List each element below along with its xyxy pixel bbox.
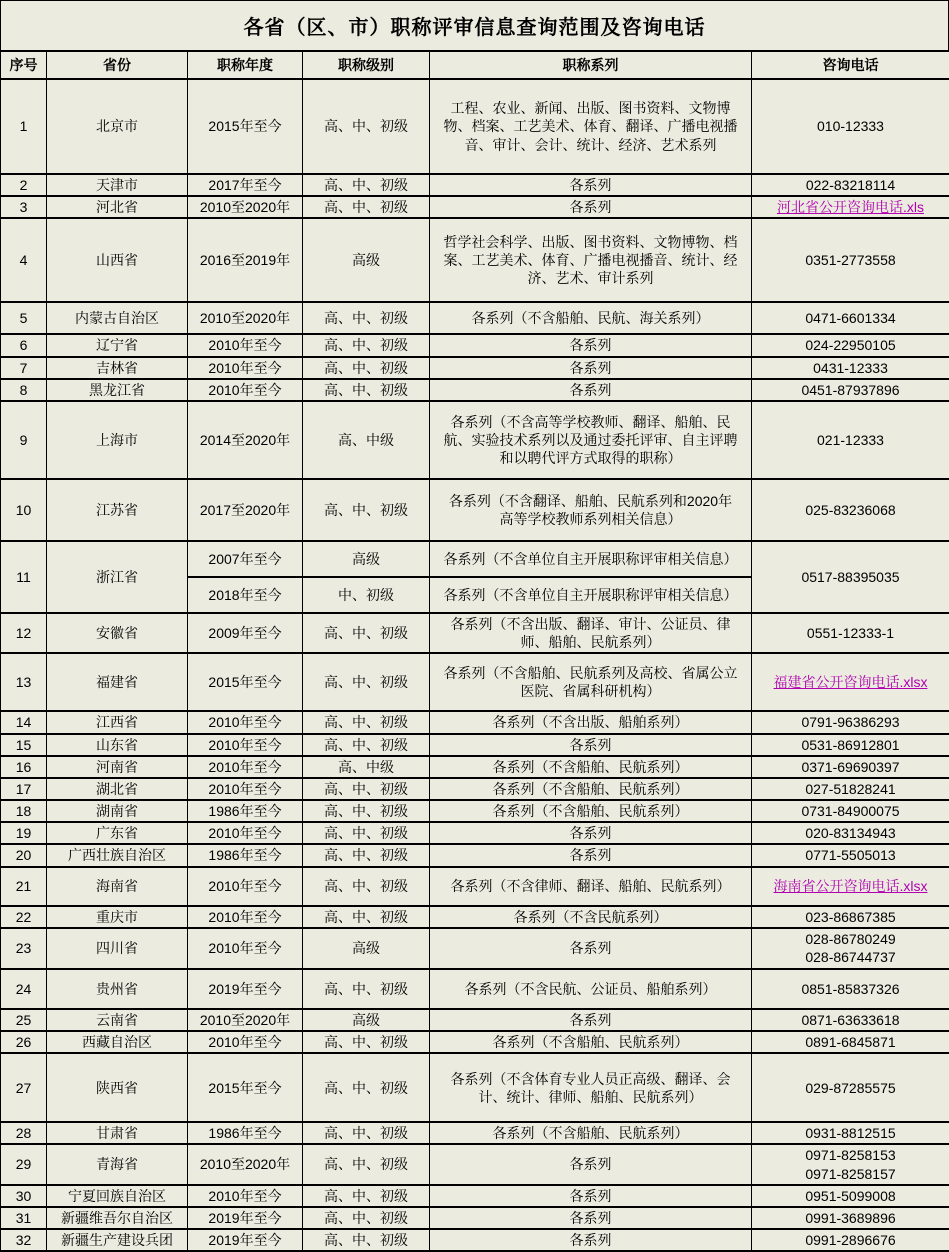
cell-phone: 023-86867385 — [752, 906, 949, 928]
provinces-table — [0, 50, 949, 1252]
cell-province: 云南省 — [47, 1009, 188, 1031]
cell-serial: 6 — [1, 334, 47, 356]
cell-level: 高级 — [303, 928, 430, 969]
table-row — [1, 379, 949, 401]
cell-level: 高、中级 — [303, 756, 430, 778]
cell-year: 2015年至今 — [188, 79, 303, 174]
cell-series: 各系列 — [430, 734, 752, 756]
cell-serial: 9 — [1, 401, 47, 479]
phone-file-link[interactable]: 河北省公开咨询电话.xls — [777, 199, 924, 215]
cell-level: 高级 — [303, 541, 430, 577]
cell-level: 高、中、初级 — [303, 196, 430, 218]
cell-phone: 020-83134943 — [752, 822, 949, 844]
cell-series: 各系列 — [430, 928, 752, 969]
cell-level: 高级 — [303, 218, 430, 302]
table-row — [1, 756, 949, 778]
cell-year: 2010年至今 — [188, 1031, 303, 1053]
cell-year: 2016至2019年 — [188, 218, 303, 302]
cell-year: 2010年至今 — [188, 379, 303, 401]
cell-year: 1986年至今 — [188, 800, 303, 822]
cell-phone: 022-83218114 — [752, 174, 949, 196]
cell-series: 各系列（不含船舶、民航系列） — [430, 778, 752, 800]
cell-series: 各系列（不含船舶、民航系列） — [430, 800, 752, 822]
cell-province: 广西壮族自治区 — [47, 844, 188, 866]
cell-series: 各系列（不含高等学校教师、翻译、船舶、民航、实验技术系列以及通过委托评审、自主评聘和以聘代评方式取得的职称） — [430, 401, 752, 479]
cell-level: 高、中、初级 — [303, 1053, 430, 1122]
cell-phone — [752, 196, 949, 218]
cell-level: 高、中、初级 — [303, 1122, 430, 1144]
cell-serial: 1 — [1, 79, 47, 174]
cell-serial: 10 — [1, 479, 47, 541]
cell-series: 各系列（不含体育专业人员正高级、翻译、会计、统计、律师、船舶、民航系列） — [430, 1053, 752, 1122]
cell-serial: 24 — [1, 969, 47, 1009]
cell-province: 江西省 — [47, 711, 188, 733]
cell-series: 各系列 — [430, 334, 752, 356]
cell-level: 高、中、初级 — [303, 711, 430, 733]
cell-serial: 28 — [1, 1122, 47, 1144]
cell-level: 高、中、初级 — [303, 174, 430, 196]
cell-phone: 0791-96386293 — [752, 711, 949, 733]
cell-phone: 0771-5505013 — [752, 844, 949, 866]
cell-year: 2019年至今 — [188, 969, 303, 1009]
cell-province: 上海市 — [47, 401, 188, 479]
cell-series: 各系列 — [430, 379, 752, 401]
cell-serial: 14 — [1, 711, 47, 733]
cell-phone: 0351-2773558 — [752, 218, 949, 302]
table-row — [1, 218, 949, 302]
col-header-level: 职称级别 — [303, 51, 430, 79]
cell-series: 各系列（不含民航系列） — [430, 906, 752, 928]
table-row — [1, 1031, 949, 1053]
cell-serial: 31 — [1, 1207, 47, 1229]
cell-level: 高、中、初级 — [303, 969, 430, 1009]
cell-series: 各系列（不含船舶、民航系列） — [430, 1031, 752, 1053]
cell-serial: 16 — [1, 756, 47, 778]
cell-year: 1986年至今 — [188, 1122, 303, 1144]
table-row — [1, 969, 949, 1009]
cell-year: 2014至2020年 — [188, 401, 303, 479]
cell-level: 高、中、初级 — [303, 844, 430, 866]
cell-province: 湖南省 — [47, 800, 188, 822]
cell-year: 2010年至今 — [188, 906, 303, 928]
table-row — [1, 357, 949, 379]
cell-phone: 0891-6845871 — [752, 1031, 949, 1053]
cell-phone: 027-51828241 — [752, 778, 949, 800]
cell-province: 陕西省 — [47, 1053, 188, 1122]
table-row — [1, 928, 949, 969]
cell-serial: 19 — [1, 822, 47, 844]
cell-series: 各系列 — [430, 822, 752, 844]
cell-year: 2017至2020年 — [188, 479, 303, 541]
cell-province: 四川省 — [47, 928, 188, 969]
cell-phone: 024-22950105 — [752, 334, 949, 356]
table-row — [1, 711, 949, 733]
cell-series: 各系列 — [430, 196, 752, 218]
phone-file-link[interactable]: 福建省公开咨询电话.xlsx — [774, 674, 928, 690]
cell-series: 各系列（不含船舶、民航系列） — [430, 1122, 752, 1144]
table-row — [1, 800, 949, 822]
cell-phone: 0851-85837326 — [752, 969, 949, 1009]
cell-province: 河北省 — [47, 196, 188, 218]
cell-province: 江苏省 — [47, 479, 188, 541]
cell-year: 2010至2020年 — [188, 1009, 303, 1031]
cell-province: 湖北省 — [47, 778, 188, 800]
cell-level: 高、中、初级 — [303, 613, 430, 653]
cell-serial: 5 — [1, 302, 47, 334]
page-title: 各省（区、市）职称评审信息查询范围及咨询电话 — [0, 0, 949, 50]
col-header-phone: 咨询电话 — [752, 51, 949, 79]
cell-phone: 0551-12333-1 — [752, 613, 949, 653]
cell-serial: 18 — [1, 800, 47, 822]
cell-phone: 029-87285575 — [752, 1053, 949, 1122]
phone-line: 028-86744737 — [758, 948, 943, 966]
cell-year: 2009年至今 — [188, 613, 303, 653]
cell-phone: 0531-86912801 — [752, 734, 949, 756]
cell-series: 各系列（不含单位自主开展职称评审相关信息） — [430, 541, 752, 577]
cell-phone — [752, 928, 949, 969]
cell-year: 2010至2020年 — [188, 1144, 303, 1184]
table-row — [1, 1185, 949, 1207]
cell-level: 高、中、初级 — [303, 1207, 430, 1229]
table-row — [1, 653, 949, 711]
cell-phone: 0931-8812515 — [752, 1122, 949, 1144]
cell-serial: 29 — [1, 1144, 47, 1184]
cell-province: 浙江省 — [47, 541, 188, 613]
cell-level: 高、中、初级 — [303, 79, 430, 174]
cell-series: 各系列 — [430, 1185, 752, 1207]
cell-series: 各系列（不含律师、翻译、船舶、民航系列） — [430, 867, 752, 906]
table-row — [1, 1207, 949, 1229]
cell-year: 2010至2020年 — [188, 302, 303, 334]
table-row — [1, 334, 949, 356]
cell-year: 2010年至今 — [188, 734, 303, 756]
cell-level: 高、中、初级 — [303, 357, 430, 379]
cell-province: 广东省 — [47, 822, 188, 844]
cell-level: 高、中、初级 — [303, 800, 430, 822]
table-row — [1, 867, 949, 906]
table-row — [1, 1009, 949, 1031]
cell-year: 2010年至今 — [188, 711, 303, 733]
table-row — [1, 479, 949, 541]
table-row — [1, 1229, 949, 1251]
table-row — [1, 302, 949, 334]
cell-serial: 25 — [1, 1009, 47, 1031]
cell-serial: 11 — [1, 541, 47, 613]
cell-province: 吉林省 — [47, 357, 188, 379]
cell-year: 2010年至今 — [188, 1185, 303, 1207]
cell-province: 贵州省 — [47, 969, 188, 1009]
cell-phone — [752, 653, 949, 711]
cell-level: 高、中、初级 — [303, 1031, 430, 1053]
cell-serial: 17 — [1, 778, 47, 800]
cell-year: 2010年至今 — [188, 357, 303, 379]
table-row — [1, 613, 949, 653]
cell-year: 2018年至今 — [188, 577, 303, 613]
table-body — [1, 79, 949, 1251]
cell-level: 高、中、初级 — [303, 734, 430, 756]
header-row — [1, 51, 949, 79]
cell-level: 高、中、初级 — [303, 334, 430, 356]
cell-series: 各系列 — [430, 1144, 752, 1184]
cell-series: 各系列（不含出版、翻译、审计、公证员、律师、船舶、民航系列） — [430, 613, 752, 653]
cell-phone: 0371-69690397 — [752, 756, 949, 778]
cell-level: 高、中、初级 — [303, 1185, 430, 1207]
cell-serial: 27 — [1, 1053, 47, 1122]
cell-province: 新疆维吾尔自治区 — [47, 1207, 188, 1229]
table-row — [1, 734, 949, 756]
cell-province: 黑龙江省 — [47, 379, 188, 401]
col-header-year: 职称年度 — [188, 51, 303, 79]
cell-serial: 23 — [1, 928, 47, 969]
table-row — [1, 1144, 949, 1184]
cell-phone — [752, 1144, 949, 1184]
cell-series: 各系列（不含出版、船舶系列） — [430, 711, 752, 733]
cell-level: 中、初级 — [303, 577, 430, 613]
cell-province: 福建省 — [47, 653, 188, 711]
cell-serial: 8 — [1, 379, 47, 401]
col-header-series: 职称系列 — [430, 51, 752, 79]
cell-province: 山东省 — [47, 734, 188, 756]
cell-province: 辽宁省 — [47, 334, 188, 356]
cell-series: 各系列（不含民航、公证员、船舶系列） — [430, 969, 752, 1009]
cell-year: 2010年至今 — [188, 334, 303, 356]
cell-level: 高、中、初级 — [303, 1144, 430, 1184]
cell-series: 各系列 — [430, 357, 752, 379]
table-row — [1, 174, 949, 196]
table-row — [1, 196, 949, 218]
cell-series: 各系列 — [430, 1009, 752, 1031]
cell-year: 2019年至今 — [188, 1229, 303, 1251]
cell-phone: 0871-63633618 — [752, 1009, 949, 1031]
cell-phone: 0471-6601334 — [752, 302, 949, 334]
cell-province: 内蒙古自治区 — [47, 302, 188, 334]
cell-series: 各系列 — [430, 174, 752, 196]
cell-year: 2010年至今 — [188, 867, 303, 906]
cell-series: 各系列（不含船舶、民航系列及高校、省属公立医院、省属科研机构） — [430, 653, 752, 711]
cell-year: 2010年至今 — [188, 928, 303, 969]
cell-serial: 20 — [1, 844, 47, 866]
col-header-province: 省份 — [47, 51, 188, 79]
cell-phone — [752, 867, 949, 906]
cell-level: 高级 — [303, 1009, 430, 1031]
cell-serial: 15 — [1, 734, 47, 756]
cell-phone: 0451-87937896 — [752, 379, 949, 401]
cell-year: 2015年至今 — [188, 1053, 303, 1122]
cell-series: 各系列 — [430, 844, 752, 866]
cell-year: 2007年至今 — [188, 541, 303, 577]
phone-line: 028-86780249 — [758, 930, 943, 948]
table-row — [1, 1053, 949, 1122]
cell-year: 2015年至今 — [188, 653, 303, 711]
cell-level: 高、中、初级 — [303, 778, 430, 800]
cell-level: 高、中、初级 — [303, 906, 430, 928]
cell-province: 海南省 — [47, 867, 188, 906]
cell-level: 高、中、初级 — [303, 479, 430, 541]
table-row — [1, 541, 949, 577]
cell-year: 1986年至今 — [188, 844, 303, 866]
cell-serial: 4 — [1, 218, 47, 302]
table-row — [1, 79, 949, 174]
cell-level: 高、中、初级 — [303, 653, 430, 711]
cell-serial: 13 — [1, 653, 47, 711]
cell-phone: 0517-88395035 — [752, 541, 949, 613]
table-row — [1, 1122, 949, 1144]
cell-province: 青海省 — [47, 1144, 188, 1184]
phone-file-link[interactable]: 海南省公开咨询电话.xlsx — [774, 878, 928, 894]
cell-series: 哲学社会科学、出版、图书资料、文物博物、档案、工艺美术、体育、广播电视播音、统计、经济、艺术、审计系列 — [430, 218, 752, 302]
cell-series: 工程、农业、新闻、出版、图书资料、文物博物、档案、工艺美术、体育、翻译、广播电视播音、审计、会计、统计、经济、艺术系列 — [430, 79, 752, 174]
cell-serial: 26 — [1, 1031, 47, 1053]
cell-year: 2010年至今 — [188, 756, 303, 778]
cell-phone: 0731-84900075 — [752, 800, 949, 822]
cell-serial: 30 — [1, 1185, 47, 1207]
cell-level: 高、中、初级 — [303, 867, 430, 906]
cell-phone: 0431-12333 — [752, 357, 949, 379]
cell-province: 安徽省 — [47, 613, 188, 653]
cell-province: 宁夏回族自治区 — [47, 1185, 188, 1207]
cell-series: 各系列 — [430, 1229, 752, 1251]
cell-phone: 0991-2896676 — [752, 1229, 949, 1251]
cell-year: 2010年至今 — [188, 778, 303, 800]
phone-line: 0971-8258153 — [758, 1146, 943, 1164]
table-row — [1, 822, 949, 844]
cell-phone: 021-12333 — [752, 401, 949, 479]
cell-phone: 0991-3689896 — [752, 1207, 949, 1229]
cell-province: 北京市 — [47, 79, 188, 174]
cell-province: 新疆生产建设兵团 — [47, 1229, 188, 1251]
cell-series: 各系列（不含翻译、船舶、民航系列和2020年高等学校教师系列相关信息） — [430, 479, 752, 541]
cell-serial: 22 — [1, 906, 47, 928]
cell-province: 河南省 — [47, 756, 188, 778]
cell-province: 甘肃省 — [47, 1122, 188, 1144]
table-row — [1, 906, 949, 928]
cell-province: 山西省 — [47, 218, 188, 302]
col-header-serial: 序号 — [1, 51, 47, 79]
cell-year: 2017年至今 — [188, 174, 303, 196]
table-row — [1, 844, 949, 866]
cell-level: 高、中、初级 — [303, 1229, 430, 1251]
cell-level: 高、中级 — [303, 401, 430, 479]
cell-phone: 0951-5099008 — [752, 1185, 949, 1207]
cell-phone: 010-12333 — [752, 79, 949, 174]
table-row — [1, 778, 949, 800]
table-row — [1, 401, 949, 479]
cell-series: 各系列（不含船舶、民航系列） — [430, 756, 752, 778]
cell-year: 2010年至今 — [188, 822, 303, 844]
phone-line: 0971-8258157 — [758, 1165, 943, 1183]
cell-serial: 32 — [1, 1229, 47, 1251]
cell-serial: 2 — [1, 174, 47, 196]
cell-province: 天津市 — [47, 174, 188, 196]
cell-serial: 12 — [1, 613, 47, 653]
cell-serial: 7 — [1, 357, 47, 379]
cell-phone: 025-83236068 — [752, 479, 949, 541]
cell-serial: 21 — [1, 867, 47, 906]
cell-level: 高、中、初级 — [303, 822, 430, 844]
cell-series: 各系列（不含单位自主开展职称评审相关信息） — [430, 577, 752, 613]
cell-year: 2019年至今 — [188, 1207, 303, 1229]
cell-province: 重庆市 — [47, 906, 188, 928]
cell-series: 各系列 — [430, 1207, 752, 1229]
cell-level: 高、中、初级 — [303, 302, 430, 334]
cell-series: 各系列（不含船舶、民航、海关系列） — [430, 302, 752, 334]
cell-level: 高、中、初级 — [303, 379, 430, 401]
cell-year: 2010至2020年 — [188, 196, 303, 218]
cell-province: 西藏自治区 — [47, 1031, 188, 1053]
cell-serial: 3 — [1, 196, 47, 218]
